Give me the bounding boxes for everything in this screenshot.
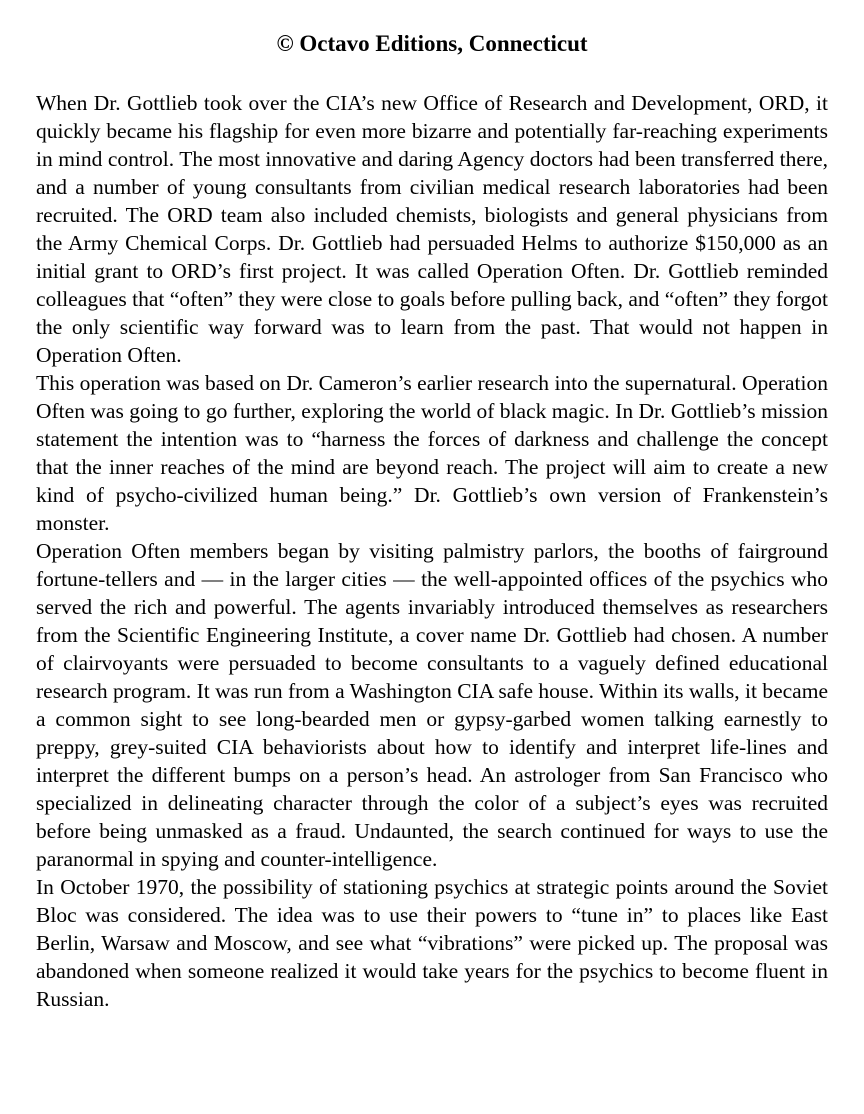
paragraph-psychics-recruited: Operation Often members began by visiting palmistry parlors, the booths of fairground fortune-tellers and — in the larger cities — the well-appointed offices of the psychics who served the rich and powerful. The agents invariably introduced themselves as researchers from the Scientific Engineering Institute, a cover name Dr. Gottlieb had chosen. A number of clairvoyants were persuaded to become consultants to a vaguely defined educational research program. It was run from a Washington CIA safe house. Within its walls, it became a common sight to see long-bearded men or gypsy-garbed women talking earnestly to preppy, grey-suited CIA behaviorists about how to identify and interpret life-lines and interpret the different bumps on a person’s head. An astrologer from San Francisco who specialized in delineating character through the color of a subject’s eyes was recruited before being unmasked as a fraud. Undaunted, the search continued for ways to use the paranormal in spying and counter-intelligence. (36, 539, 828, 871)
paragraph-operation-often: This operation was based on Dr. Cameron’s earlier research into the supernatural. Operation Often was going to go further, exploring the world of black magic. In Dr. Gottlieb’s mission statement the intention was to “harness the forces of darkness and challenge the concept that the inner reaches of the mind are beyond reach. The project will aim to create a new kind of psycho-civilized human being.” Dr. Gottlieb’s own version of Frankenstein’s monster. (36, 371, 828, 535)
paragraph-ord: When Dr. Gottlieb took over the CIA’s new Office of Research and Development, ORD, it quickly became his flagship for even more bizarre and potentially far-reaching experiments in mind control. The most innovative and daring Agency doctors had been transferred there, and a number of young consultants from civilian medical research laboratories had been recruited. The ORD team also included chemists, biologists and general physicians from the Army Chemical Corps. Dr. Gottlieb had persuaded Helms to authorize $150,000 as an initial grant to ORD’s first project. It was called Operation Often. Dr. Gottlieb reminded colleagues that “often” they were close to goals before pulling back, and “often” they forgot the only scientific way forward was to learn from the past. That would not happen in Operation Often. (36, 91, 828, 367)
document-page (36, 28, 828, 1013)
paragraph-soviet-bloc: In October 1970, the possibility of stationing psychics at strategic points around the Soviet Bloc was considered. The idea was to use their powers to “tune in” to places like East Berlin, Warsaw and Moscow, and see what “vibrations” were picked up. The proposal was abandoned when someone realized it would take years for the psychics to become fluent in Russian. (36, 875, 828, 1011)
copyright-header: © Octavo Editions, Connecticut (276, 31, 588, 56)
